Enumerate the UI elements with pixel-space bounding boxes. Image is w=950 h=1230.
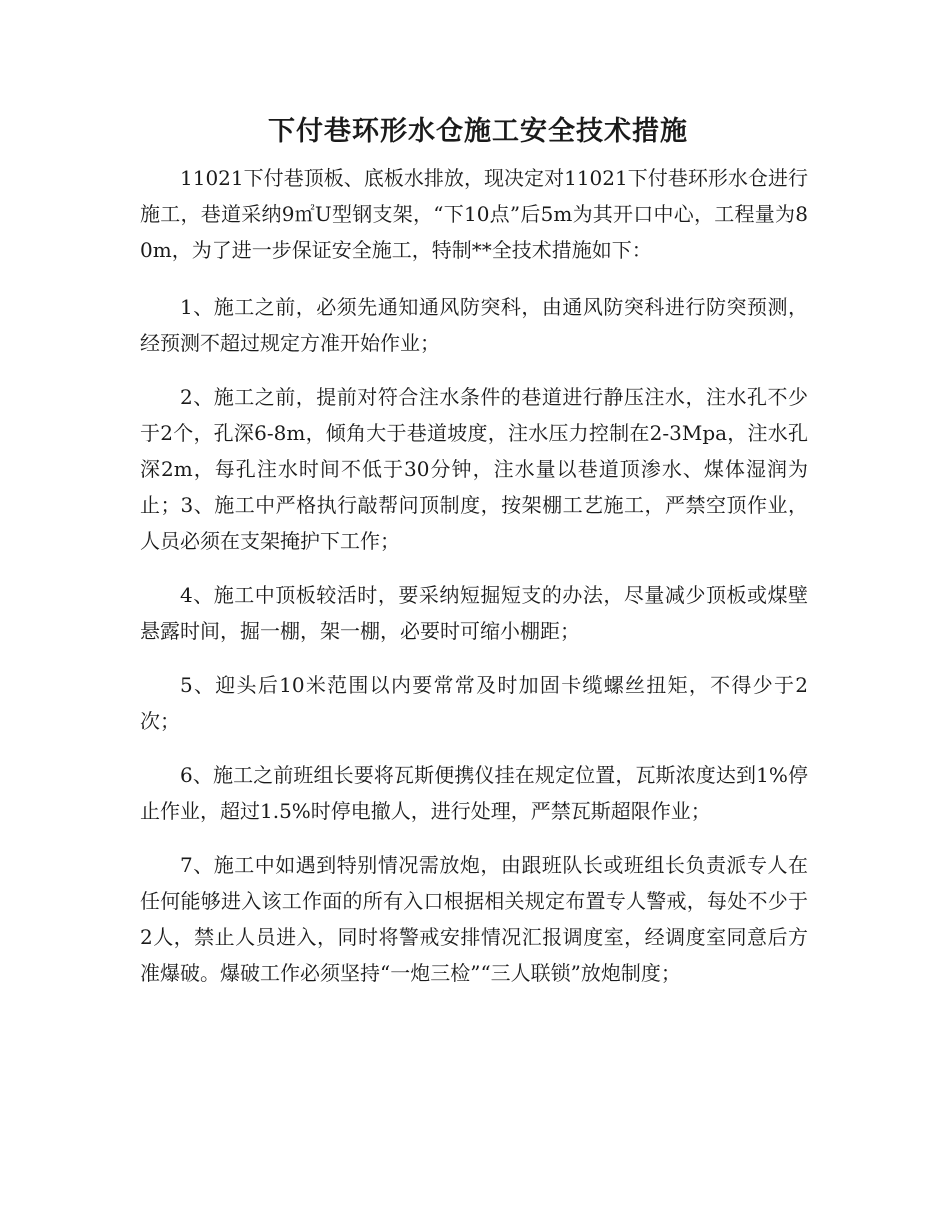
measure-item-7: 7、施工中如遇到特别情况需放炮，由跟班队长或班组长负责派专人在任何能够进入该工作面的所有入口根据相关规定布置专人警戒，每处不少于2人，禁止人员进入，同时将警戒安排情况汇报调度室，经调度室同意后方准爆破。爆破工作必须坚持“一炮三检”“三人联锁”放炮制度； — [140, 853, 808, 985]
measure-item-4: 4、施工中顶板较活时，要采纳短掘短支的办法，尽量减少顶板或煤壁悬露时间，掘一棚，架一棚，必要时可缩小棚距； — [140, 583, 808, 643]
document-title: 下付巷环形水仓施工安全技术措施 — [268, 116, 688, 147]
measure-item-5: 5、迎头后10米范围以内要常常及时加固卡缆螺丝扭矩，不得少于2次； — [140, 673, 808, 733]
intro-paragraph: 11021下付巷顶板、底板水排放，现决定对11021下付巷环形水仓进行施工，巷道采纳9㎡U型钢支架，“下10点”后5m为其开口中心，工程量为80m，为了进一步保证安全施工，特制**全技术措施如下： — [140, 166, 808, 262]
measure-item-2-3: 2、施工之前，提前对符合注水条件的巷道进行静压注水，注水孔不少于2个，孔深6-8m，倾角大于巷道坡度，注水压力控制在2-3Mpa，注水孔深2m，每孔注水时间不低于30分钟，注水量以巷道顶渗水、煤体湿润为止；3、施工中严格执行敲帮问顶制度，按架棚工艺施工，严禁空顶作业，人员必须在支架掩护下工作； — [140, 385, 808, 553]
document-page — [140, 108, 808, 1009]
measure-item-1: 1、施工之前，必须先通知通风防突科，由通风防突科进行防突预测，经预测不超过规定方准开始作业； — [140, 295, 808, 355]
measure-item-6: 6、施工之前班组长要将瓦斯便携仪挂在规定位置，瓦斯浓度达到1%停止作业，超过1.5%时停电撤人，进行处理，严禁瓦斯超限作业； — [140, 763, 808, 823]
